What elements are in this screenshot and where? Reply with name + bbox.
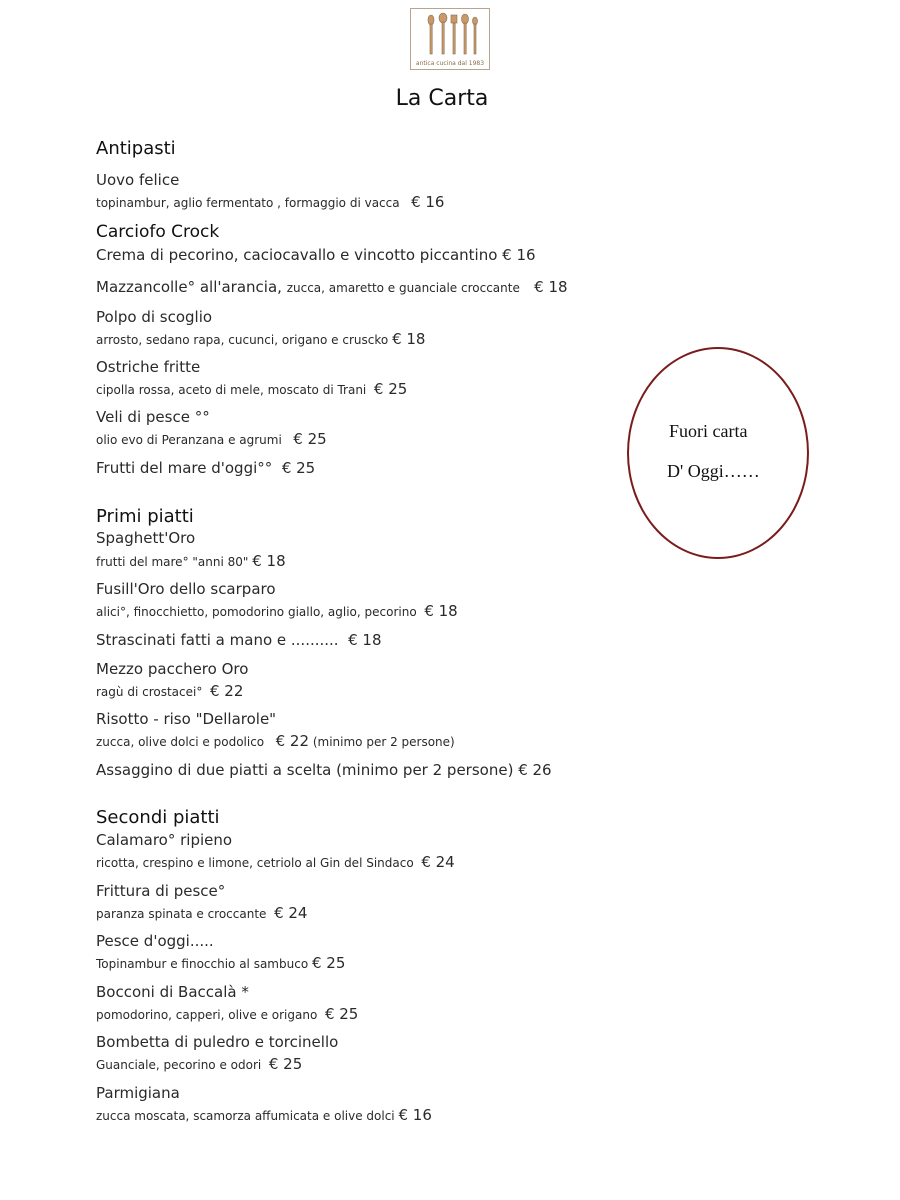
dish-price: € 25 xyxy=(281,459,316,477)
dish-price: € 24 xyxy=(421,853,455,871)
dish-name: Mezzo pacchero Oro xyxy=(96,660,249,678)
dish-price: € 25 xyxy=(373,380,408,398)
section-heading-primi: Primi piatti xyxy=(96,506,194,527)
dish-name: Strascinati fatti a mano e .......... € 18 xyxy=(96,631,382,649)
dish-price: € 25 xyxy=(268,1055,303,1073)
dish-name: Risotto - riso "Dellarole" xyxy=(96,710,277,728)
dish-price: € 16 xyxy=(398,1106,432,1124)
dish-description: olio evo di Peranzana e agrumi € 25 xyxy=(96,430,327,448)
dish-name: Ostriche fritte xyxy=(96,358,201,376)
dish-description: cipolla rossa, aceto di mele, moscato di Trani € 25 xyxy=(96,380,408,398)
dish-description: Guanciale, pecorino e odori € 25 xyxy=(96,1055,303,1073)
dish-price: € 18 xyxy=(392,330,426,348)
dish-price: € 22 xyxy=(209,682,244,700)
dish-description: zucca, amaretto e guanciale croccante xyxy=(286,281,520,295)
page-title: La Carta xyxy=(395,86,489,111)
section-heading-antipasti: Antipasti xyxy=(96,138,176,159)
dish-note: (minimo per 2 persone) xyxy=(312,735,455,749)
dish-description: Crema di pecorino, caciocavallo e vincotto piccantino € 16 xyxy=(96,246,536,264)
dish-price: € 16 xyxy=(411,193,445,211)
dish-name: Bombetta di puledro e torcinello xyxy=(96,1033,339,1051)
dish-name: Calamaro° ripieno xyxy=(96,831,233,849)
dish-name: Carciofo Crock xyxy=(96,222,220,242)
dish-description: arrosto, sedano rapa, cucunci, origano e cruscko € 18 xyxy=(96,330,426,348)
dish-name: Veli di pesce °° xyxy=(96,408,210,426)
dish-description: ricotta, crespino e limone, cetriolo al Gin del Sindaco € 24 xyxy=(96,853,455,871)
dish-price: € 18 xyxy=(348,631,382,649)
dish-description: Topinambur e finocchio al sambuco € 25 xyxy=(96,954,346,972)
dish-description: paranza spinata e croccante € 24 xyxy=(96,904,308,922)
dish-price: € 25 xyxy=(324,1005,359,1023)
dish-description: zucca, olive dolci e podolico € 22 (minimo per 2 persone) xyxy=(96,732,455,750)
dish-description: pomodorino, capperi, olive e origano € 25 xyxy=(96,1005,359,1023)
cutlery-icon xyxy=(417,12,483,58)
dish-description: ragù di crostacei° € 22 xyxy=(96,682,244,700)
dish-price: € 25 xyxy=(293,430,327,448)
fuori-carta-subtitle: D' Oggi…… xyxy=(667,461,760,481)
dish-price: € 18 xyxy=(534,278,568,296)
dish-name: Frutti del mare d'oggi°° € 25 xyxy=(96,459,316,477)
dish-name: Frittura di pesce° xyxy=(96,882,226,900)
assaggino-line: Assaggino di due piatti a scelta (minimo per 2 persone) € 26 xyxy=(96,761,552,779)
logo-caption: antica cucina dal 1983 xyxy=(415,60,485,67)
dish-name: Mazzancolle° all'arancia, zucca, amaretto e guanciale croccante € 18 xyxy=(96,278,568,296)
dish-description: zucca moscata, scamorza affumicata e olive dolci € 16 xyxy=(96,1106,432,1124)
dish-name: Spaghett'Oro xyxy=(96,529,196,547)
dish-name: Parmigiana xyxy=(96,1084,180,1102)
dish-description: topinambur, aglio fermentato , formaggio di vacca € 16 xyxy=(96,193,445,211)
dish-name: Fusill'Oro dello scarparo xyxy=(96,580,276,598)
section-heading-secondi: Secondi piatti xyxy=(96,807,220,828)
dish-price: € 18 xyxy=(252,552,286,570)
dish-price: € 24 xyxy=(274,904,308,922)
dish-name: Polpo di scoglio xyxy=(96,308,213,326)
dish-description: alici°, finocchietto, pomodorino giallo, aglio, pecorino € 18 xyxy=(96,602,458,620)
fuori-carta-oval xyxy=(627,347,809,559)
dish-price: € 25 xyxy=(311,954,346,972)
dish-name: Bocconi di Baccalà * xyxy=(96,983,249,1001)
dish-name: Uovo felice xyxy=(96,171,180,189)
dish-name: Pesce d'oggi..... xyxy=(96,932,214,950)
restaurant-logo xyxy=(410,8,490,70)
dish-description: frutti del mare° "anni 80" € 18 xyxy=(96,552,286,570)
dish-price: € 22 xyxy=(275,732,310,750)
dish-price: € 18 xyxy=(424,602,458,620)
fuori-carta-label: Fuori carta xyxy=(669,421,748,441)
